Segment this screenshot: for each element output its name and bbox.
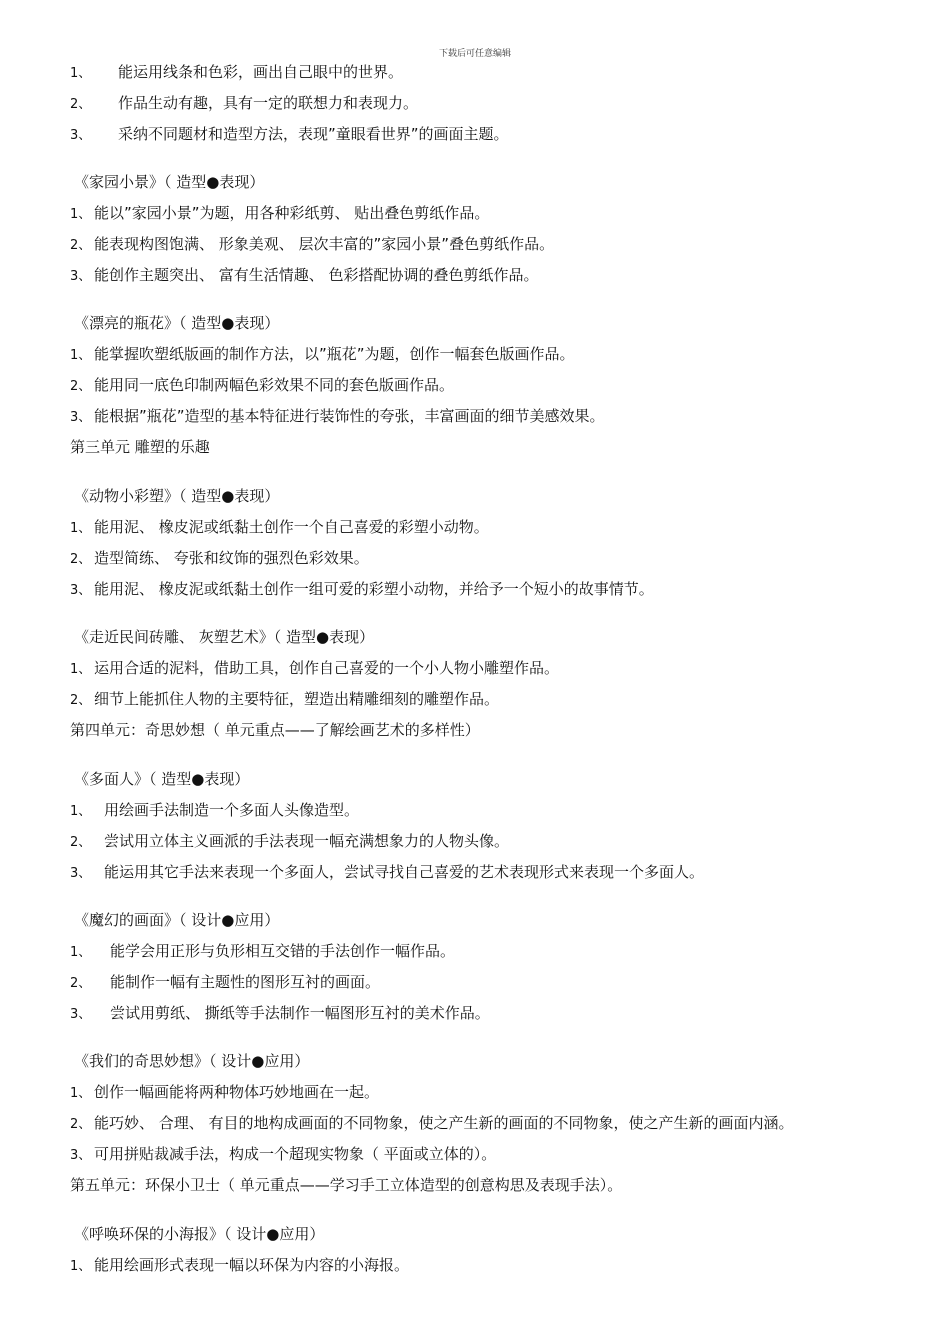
item-text: 能用同一底色印制两幅色彩效果不同的套色版画作品。	[94, 376, 455, 394]
lesson-title: 《魔幻的画面》（ 设计●应用）	[74, 911, 280, 929]
item-text: 用绘画手法制造一个多面人头像造型。	[104, 801, 360, 819]
item-text: 能创作主题突出、 富有生活情趣、 色彩搭配协调的叠色剪纸作品。	[94, 266, 539, 284]
item-text: 采纳不同题材和造型方法，表现”童眼看世界”的画面主题。	[118, 125, 509, 143]
item-text: 能用泥、 橡皮泥或纸黏土创作一组可爱的彩塑小动物，并给予一个短小的故事情节。	[94, 580, 654, 598]
item-number: 1、	[70, 1259, 92, 1274]
document-body	[70, 57, 930, 1281]
item-text: 能学会用正形与负形相互交错的手法创作一幅作品。	[110, 942, 456, 960]
item-text: 造型简练、 夸张和纹饰的强烈色彩效果。	[94, 549, 369, 567]
item-text: 能根据”瓶花”造型的基本特征进行装饰性的夸张，丰富画面的细节美感效果。	[94, 407, 605, 425]
item-number: 2、	[70, 552, 92, 567]
list-item	[70, 998, 930, 1029]
item-number: 2、	[70, 238, 92, 253]
list-item	[70, 401, 930, 432]
item-number: 1、	[70, 66, 92, 81]
item-text: 作品生动有趣，具有一定的联想力和表现力。	[118, 94, 419, 112]
list-item	[70, 119, 930, 150]
lesson-title: 《走近民间砖雕、 灰塑艺术》（ 造型●表现）	[74, 628, 375, 646]
item-text: 创作一幅画能将两种物体巧妙地画在一起。	[94, 1083, 380, 1101]
list-item	[70, 57, 930, 88]
item-number: 3、	[70, 583, 92, 598]
list-item	[70, 653, 930, 684]
item-text: 运用合适的泥料，借助工具，创作自己喜爱的一个小人物小雕塑作品。	[94, 659, 560, 677]
list-item	[70, 339, 930, 370]
item-text: 细节上能抓住人物的主要特征，塑造出精雕细刻的雕塑作品。	[94, 690, 500, 708]
list-item	[70, 826, 930, 857]
item-number: 3、	[70, 269, 92, 284]
item-number: 3、	[70, 410, 92, 425]
item-number: 2、	[70, 835, 92, 850]
item-text: 能运用线条和色彩，画出自己眼中的世界。	[118, 63, 404, 81]
list-item	[70, 1139, 930, 1170]
item-number: 2、	[70, 97, 92, 112]
list-item	[70, 370, 930, 401]
page-header: 下载后可任意编辑	[438, 49, 511, 59]
list-item	[70, 543, 930, 574]
lesson-title: 《我们的奇思妙想》（ 设计●应用）	[74, 1052, 310, 1070]
unit-heading: 第三单元 雕塑的乐趣	[70, 438, 210, 456]
item-text: 尝试用剪纸、 撕纸等手法制作一幅图形互衬的美术作品。	[110, 1004, 490, 1022]
item-number: 1、	[70, 1086, 92, 1101]
list-item	[70, 684, 930, 715]
lesson-title: 《呼唤环保的小海报》（ 设计●应用）	[74, 1225, 325, 1243]
item-number: 2、	[70, 379, 92, 394]
item-number: 2、	[70, 693, 92, 708]
list-item	[70, 229, 930, 260]
item-text: 能掌握吹塑纸版画的制作方法，以”瓶花”为题，创作一幅套色版画作品。	[94, 345, 575, 363]
item-number: 2、	[70, 976, 92, 991]
item-number: 2、	[70, 1117, 92, 1132]
unit-heading: 第四单元：奇思妙想（ 单元重点——了解绘画艺术的多样性）	[70, 721, 480, 739]
item-number: 1、	[70, 662, 92, 677]
list-item	[70, 1077, 930, 1108]
list-item	[70, 1250, 930, 1281]
list-item	[70, 936, 930, 967]
item-number: 1、	[70, 521, 92, 536]
item-number: 3、	[70, 1007, 92, 1022]
item-number: 1、	[70, 207, 92, 222]
item-number: 3、	[70, 128, 92, 143]
item-text: 能用绘画形式表现一幅以环保为内容的小海报。	[94, 1256, 410, 1274]
item-number: 3、	[70, 1148, 92, 1163]
lesson-title: 《多面人》（ 造型●表现）	[74, 770, 250, 788]
item-text: 能巧妙、 合理、 有目的地构成画面的不同物象，使之产生新的画面的不同物象，使之产生新的画面内涵。	[94, 1114, 794, 1132]
item-text: 能用泥、 橡皮泥或纸黏土创作一个自己喜爱的彩塑小动物。	[94, 518, 489, 536]
item-text: 尝试用立体主义画派的手法表现一幅充满想象力的人物头像。	[104, 832, 510, 850]
item-number: 1、	[70, 804, 92, 819]
item-text: 能表现构图饱满、 形象美观、 层次丰富的”家园小景”叠色剪纸作品。	[94, 235, 555, 253]
list-item	[70, 88, 930, 119]
item-text: 可用拼贴裁减手法，构成一个超现实物象（ 平面或立体的）。	[94, 1145, 497, 1163]
unit-heading: 第五单元：环保小卫士（ 单元重点——学习手工立体造型的创意构思及表现手法）。	[70, 1176, 623, 1194]
item-number: 1、	[70, 945, 92, 960]
item-text: 能以”家园小景”为题，用各种彩纸剪、 贴出叠色剪纸作品。	[94, 204, 490, 222]
lesson-title: 《动物小彩塑》（ 造型●表现）	[74, 487, 280, 505]
item-number: 1、	[70, 348, 92, 363]
item-text: 能制作一幅有主题性的图形互衬的画面。	[110, 973, 381, 991]
list-item	[70, 795, 930, 826]
list-item	[70, 857, 930, 888]
lesson-title: 《家园小景》（ 造型●表现）	[74, 173, 265, 191]
list-item	[70, 574, 930, 605]
list-item	[70, 1108, 930, 1139]
list-item	[70, 198, 930, 229]
list-item	[70, 512, 930, 543]
lesson-title: 《漂亮的瓶花》（ 造型●表现）	[74, 314, 280, 332]
list-item	[70, 260, 930, 291]
item-text: 能运用其它手法来表现一个多面人，尝试寻找自己喜爱的艺术表现形式来表现一个多面人。	[104, 863, 705, 881]
list-item	[70, 967, 930, 998]
item-number: 3、	[70, 866, 92, 881]
